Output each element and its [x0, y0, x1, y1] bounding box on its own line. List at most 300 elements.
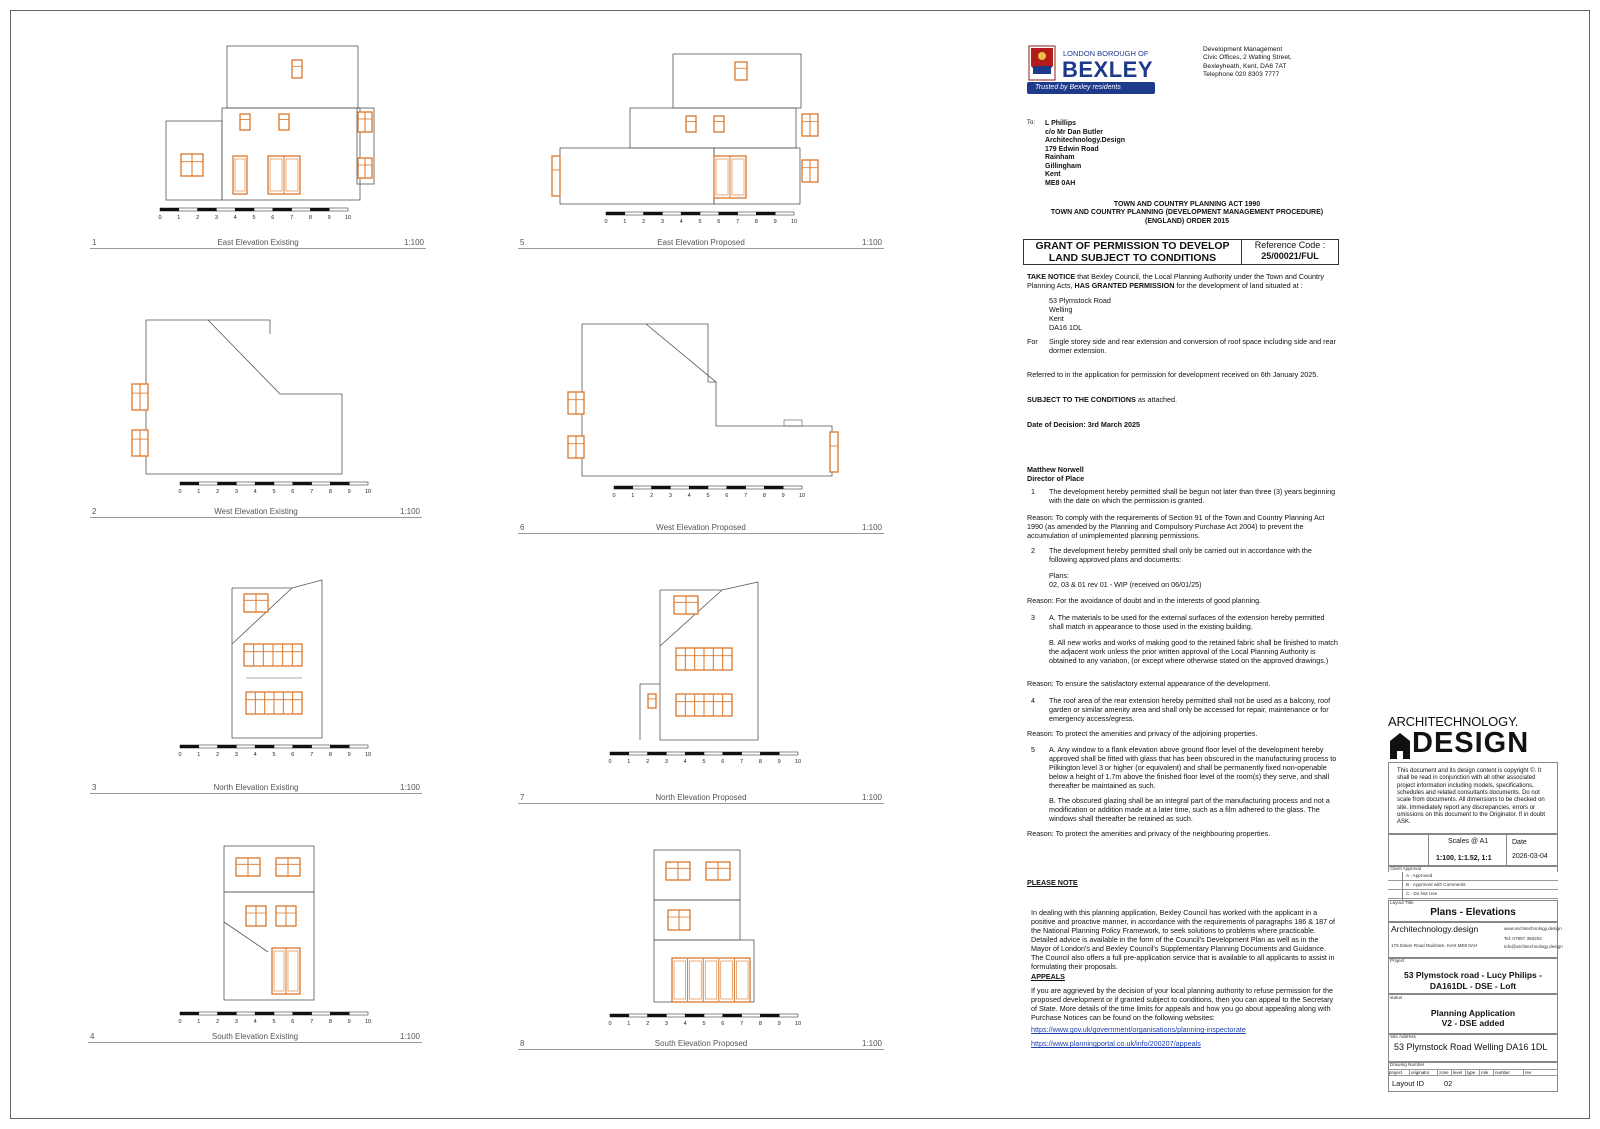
scale-tick: 0 — [608, 1021, 612, 1027]
scale-tick: 7 — [310, 752, 314, 758]
approval-a: A - Approved — [1406, 873, 1433, 878]
please-note-heading: PLEASE NOTE — [1027, 878, 1078, 887]
appeals-text: If you are aggrieved by the decision of your local planning authority to refuse permission for the proposed development or if granted subject to conditions, then you can appeal to the Secretary of State. More details of the time limits for appeals and how you go about appealing along with Purchase Notices can be found on the following websites: — [1031, 986, 1334, 1023]
scale-segment — [629, 1014, 648, 1017]
window — [706, 862, 730, 880]
scale-segment — [199, 482, 218, 485]
scales-label: Scales @ A1 — [1448, 838, 1489, 845]
client-approval-label: Client Approval — [1390, 866, 1421, 871]
scale-tick: 4 — [683, 759, 687, 765]
scale-tick: 9 — [781, 493, 785, 499]
planning-portal-link[interactable]: https://www.planningportal.co.uk/info/200207/appeals — [1031, 1039, 1201, 1048]
scale-tick: 10 — [794, 759, 802, 765]
window — [358, 112, 372, 132]
scale-tick: 8 — [328, 489, 332, 495]
scale-segment — [312, 482, 331, 485]
layout-id-value: 02 — [1444, 1079, 1453, 1088]
condition-3a: A. The materials to be used for the external surfaces of the extension hereby permitted shall match in appearance to those used in the existing building. — [1049, 613, 1325, 632]
scale-tick: 5 — [272, 1019, 276, 1025]
scale-segment — [218, 482, 237, 485]
scale-segment — [670, 486, 689, 489]
window — [686, 116, 696, 132]
scale-segment — [723, 752, 742, 755]
take-notice: TAKE NOTICE that Bexley Council, the Local Planning Authority under the Town and Country Planning Acts, HAS GRANTED PERMISSION for the development of land situated at : — [1027, 272, 1324, 291]
window — [802, 114, 818, 136]
scale-tick: 4 — [687, 493, 691, 499]
rooflight — [784, 420, 802, 426]
scale-segment — [330, 482, 349, 485]
scale-tick: 1 — [627, 1021, 631, 1027]
please-note-text: In dealing with this planning application, Bexley Council has worked with the applicant in a positive and proactive manner, in accordance with the requirements of paragraphs 186 & 187 of the National Planning Policy Framework, to seek solutions to problems where practicable. Detailed advice is available in the form of the Council's Development Plan as well as in the Mayor of London's and Bexley Council's Supplementary Planning Documents and Guidance. The Council also offers a full pre-application service that is available to all applicants to assist in formulating their proposals. — [1031, 908, 1336, 972]
project-label: Project — [1390, 958, 1405, 963]
scale-tick: 5 — [698, 219, 702, 225]
scale-tick: 6 — [725, 493, 729, 499]
scale-segment — [760, 1014, 779, 1017]
scale-segment — [666, 752, 685, 755]
scale-tick: 9 — [327, 215, 331, 221]
scale-tick: 6 — [271, 215, 275, 221]
scale-segment — [179, 208, 198, 211]
scale-segment — [783, 486, 802, 489]
scale-tick: 1 — [197, 752, 201, 758]
scale-tick: 3 — [214, 215, 218, 221]
drawing-number-label: Drawing Number — [1390, 1062, 1425, 1067]
scale-segment — [199, 745, 218, 748]
scale-segment — [625, 212, 644, 215]
scale-tick: 10 — [364, 752, 372, 758]
scale-tick: 0 — [178, 752, 182, 758]
scale-segment — [756, 212, 775, 215]
scale-tick: 7 — [744, 493, 748, 499]
date-value: 2026-03-04 — [1512, 853, 1548, 860]
title-block — [1388, 714, 1563, 1094]
scale-segment — [689, 486, 708, 489]
scale-tick: 5 — [702, 759, 706, 765]
scale-segment — [199, 1012, 218, 1015]
scale-tick: 6 — [717, 219, 721, 225]
scale-bar — [180, 482, 380, 502]
scale-segment — [274, 1012, 293, 1015]
scale-segment — [704, 752, 723, 755]
scale-segment — [610, 1014, 629, 1017]
scale-tick: 3 — [664, 1021, 668, 1027]
scale-segment — [723, 1014, 742, 1017]
status-version: V2 - DSE added — [1441, 1018, 1505, 1028]
council-name: BEXLEY — [1062, 57, 1154, 82]
caption-3: 3 North Elevation Existing 1:100 — [92, 783, 420, 792]
scale-tick: 6 — [291, 1019, 295, 1025]
scale-bar — [610, 752, 810, 772]
decision-date: Date of Decision: 3rd March 2025 — [1027, 420, 1141, 429]
scales-value: 1:100, 1:1.52, 1:1 — [1436, 855, 1492, 862]
scale-bar — [614, 486, 814, 506]
door — [233, 156, 247, 194]
scale-tick: 9 — [347, 489, 351, 495]
firm-email: info@architechnology.design — [1504, 944, 1563, 949]
scale-tick: 6 — [291, 752, 295, 758]
window — [292, 60, 302, 78]
scale-segment — [218, 745, 237, 748]
scale-tick: 3 — [234, 1019, 238, 1025]
scale-segment — [760, 752, 779, 755]
caption-1: 1 East Elevation Existing 1:100 — [92, 238, 424, 247]
scale-segment — [293, 1012, 312, 1015]
scale-tick: 2 — [646, 759, 650, 765]
scale-tick: 9 — [773, 219, 777, 225]
window — [236, 858, 260, 876]
scale-tick: 7 — [290, 215, 294, 221]
scale-tick: 2 — [196, 215, 200, 221]
scale-segment — [349, 745, 368, 748]
scale-tick: 10 — [794, 1021, 802, 1027]
roof-line — [640, 684, 660, 740]
scale-tick: 5 — [702, 1021, 706, 1027]
to-label: To: — [1027, 120, 1036, 126]
scale-segment — [255, 482, 274, 485]
condition-1-number: 1 — [1031, 487, 1035, 496]
scale-segment — [652, 486, 671, 489]
caption-title: West Elevation Proposed — [656, 523, 746, 532]
drawing-number-col: rev — [1525, 1070, 1558, 1076]
scale-segment — [312, 745, 331, 748]
approval-col — [1402, 872, 1403, 900]
drawing-number-col: zone — [1439, 1070, 1452, 1076]
scale-tick: 1 — [197, 1019, 201, 1025]
scale-tick: 5 — [252, 215, 256, 221]
scale-segment — [746, 486, 765, 489]
east-elevation-proposed — [552, 52, 824, 204]
layout-title-label: Layout Title — [1390, 900, 1414, 905]
scale-segment — [738, 212, 757, 215]
copyright-disclaimer: This document and its design content is copyright ©. It shall be read in conjunction with all other associated project information including models, specifications, schedules and related consultants documents. Do not scale from documents. All dimensions to be checked on site. Immediately report any discrepancies, errors or omissions on this document to the Originator. If in doubt ASK. — [1397, 768, 1546, 826]
scale-segment — [685, 1014, 704, 1017]
scale-segment — [775, 212, 794, 215]
grant-box — [1023, 239, 1339, 265]
scale-tick: 1 — [197, 489, 201, 495]
scale-tick: 2 — [216, 752, 220, 758]
site-address-value: 53 Plymstock Road Welling DA16 1DL — [1394, 1042, 1548, 1052]
window — [714, 116, 724, 132]
north-elevation-proposed — [640, 580, 768, 742]
window — [246, 692, 302, 714]
west-elevation-existing — [130, 318, 352, 478]
scale-tick: 3 — [660, 219, 664, 225]
firm-tel: Tel: 07957 350204 — [1504, 936, 1542, 941]
north-elevation-existing — [230, 578, 328, 740]
scale-tick: 4 — [253, 752, 257, 758]
logo-design-text: DESIGN — [1412, 727, 1530, 759]
status-label: status — [1390, 995, 1403, 1000]
layout-title: Plans - Elevations — [1430, 907, 1516, 918]
scale-tick: 1 — [631, 493, 635, 499]
window — [181, 154, 203, 176]
condition-2: The development hereby permitted shall only be carried out in accordance with the following approved plans and documents: — [1049, 546, 1312, 565]
scale-tick: 0 — [178, 489, 182, 495]
scale-tick: 0 — [604, 219, 608, 225]
approval-c: C - Do Not Use — [1406, 891, 1438, 896]
scale-bar — [180, 1012, 380, 1032]
caption-4: 4 South Elevation Existing 1:100 — [90, 1032, 420, 1041]
scale-tick: 7 — [310, 489, 314, 495]
scale-bar — [160, 208, 360, 228]
referred-text: Referred to in the application for permission for development received on 6th January 2025. — [1027, 370, 1319, 379]
scale-segment — [330, 1012, 349, 1015]
scale-segment — [273, 208, 292, 211]
condition-3-number: 3 — [1031, 613, 1035, 622]
roof-line — [208, 320, 270, 334]
window — [276, 906, 296, 926]
scale-segment — [681, 212, 700, 215]
scale-segment — [610, 752, 629, 755]
scale-tick: 0 — [608, 759, 612, 765]
drawing-number-col: level — [1453, 1070, 1466, 1076]
scale-tick: 8 — [328, 752, 332, 758]
scale-tick: 8 — [762, 493, 766, 499]
scale-segment — [742, 1014, 761, 1017]
window — [132, 384, 148, 410]
scale-tick: 3 — [234, 489, 238, 495]
scale-segment — [255, 1012, 274, 1015]
scale-tick: 6 — [721, 759, 725, 765]
scale-segment — [292, 208, 311, 211]
scale-segment — [180, 745, 199, 748]
project-name: 53 Plymstock road - Lucy Philips - DA161DL - DSE - Loft — [1404, 970, 1542, 991]
scale-tick: 7 — [310, 1019, 314, 1025]
door — [272, 948, 300, 994]
for-label: For — [1027, 337, 1038, 346]
scale-tick: 9 — [777, 1021, 781, 1027]
scale-bar — [610, 1014, 810, 1034]
window — [244, 644, 302, 666]
reference-code: Reference Code : 25/00021/FUL — [1254, 240, 1326, 262]
drawing-number-col: project — [1389, 1070, 1410, 1076]
scale-segment — [764, 486, 783, 489]
scale-tick: 10 — [790, 219, 798, 225]
caption-8: 8 South Elevation Proposed 1:100 — [520, 1039, 882, 1048]
scale-segment — [274, 745, 293, 748]
scale-segment — [685, 752, 704, 755]
firm-name: Architechnology.design — [1391, 924, 1479, 934]
scale-tick: 10 — [798, 493, 806, 499]
council-tagline: Trusted by Bexley residents — [1035, 84, 1121, 91]
condition-5a: A. Any window to a flank elevation above ground floor level of the development hereby approved shall be fitted with glass that has been obscured in the manufacturing process to Pilkington level 3 or higher (or equivalent) and shall be permanently fixed non-openable below a height of 1.7m above the finished floor level of the room(s) they serve, and shall thereafter be maintained as such. — [1049, 745, 1337, 791]
reason-4: Reason: To protect the amenities and privacy of the adjoining properties. — [1027, 729, 1258, 738]
scale-segment — [310, 208, 329, 211]
scale-segment — [708, 486, 727, 489]
scale-bar — [606, 212, 806, 232]
scale-tick: 2 — [216, 489, 220, 495]
scale-tick: 6 — [291, 489, 295, 495]
caption-6: 6 West Elevation Proposed 1:100 — [520, 523, 882, 532]
scale-segment — [216, 208, 235, 211]
scales-divider-left — [1428, 834, 1429, 866]
reason-5: Reason: To protect the amenities and privacy of the neighbouring properties. — [1027, 829, 1271, 838]
scale-tick: 1 — [627, 759, 631, 765]
window — [279, 114, 289, 130]
date-label: Date — [1512, 839, 1527, 846]
window — [676, 648, 732, 670]
site-address-label: Site Address — [1390, 1034, 1416, 1039]
scale-tick: 3 — [664, 759, 668, 765]
scale-segment — [614, 486, 633, 489]
firm-address: 179 Edwin Road Rainham, Kent ME8 0AH — [1391, 943, 1478, 948]
wall — [654, 900, 740, 940]
development-management-address: Development Management Civic Offices, 2 Watling Street, Bexleyheath, Kent, DA6 7AT Telephone 020 8303 7777 — [1203, 46, 1292, 79]
appeals-heading: APPEALS — [1031, 972, 1065, 981]
scale-tick: 8 — [758, 759, 762, 765]
roof-line — [582, 324, 832, 476]
scale-segment — [255, 745, 274, 748]
reason-1: Reason: To comply with the requirements of Section 91 of the Town and Country Planning Act 1990 (as amended by the Planning and Compulsory Purchase Act 2004) to prevent the accumulation of unimplemented planning permissions. — [1027, 513, 1325, 541]
scale-tick: 2 — [642, 219, 646, 225]
scale-tick: 0 — [612, 493, 616, 499]
scale-segment — [180, 1012, 199, 1015]
caption-title: East Elevation Proposed — [657, 238, 745, 247]
council-line1: LONDON BOROUGH OF — [1063, 49, 1149, 58]
window — [244, 594, 268, 612]
subject-to-conditions: SUBJECT TO THE CONDITIONS as attached. — [1027, 395, 1178, 404]
layout-id-label: Layout ID — [1392, 1079, 1425, 1088]
scale-tick: 7 — [740, 759, 744, 765]
condition-4-number: 4 — [1031, 696, 1035, 705]
scale-tick: 10 — [344, 215, 352, 221]
scale-segment — [644, 212, 663, 215]
firm-web: www.architechnology.design — [1504, 926, 1562, 931]
window — [802, 160, 818, 182]
grant-title: GRANT OF PERMISSION TO DEVELOP LAND SUBJECT TO CONDITIONS — [1024, 240, 1242, 264]
door — [672, 958, 750, 1002]
scale-segment — [727, 486, 746, 489]
scale-tick: 8 — [308, 215, 312, 221]
planning-inspectorate-link[interactable]: https://www.gov.uk/government/organisations/planning-inspectorate — [1031, 1025, 1246, 1034]
drawing-number-col: type — [1467, 1070, 1480, 1076]
reason-2: Reason: For the avoidance of doubt and in the interests of good planning. — [1027, 596, 1262, 605]
condition-5-number: 5 — [1031, 745, 1035, 754]
caption-title: West Elevation Existing — [214, 507, 298, 516]
scale-tick: 4 — [253, 1019, 257, 1025]
condition-1: The development hereby permitted shall be begun not later than three (3) years beginning with the date on which the permission is granted. — [1049, 487, 1336, 506]
scale-segment — [633, 486, 652, 489]
scale-tick: 4 — [253, 489, 257, 495]
window — [668, 910, 690, 930]
window — [568, 392, 584, 414]
scale-segment — [236, 745, 255, 748]
scale-tick: 0 — [178, 1019, 182, 1025]
window — [666, 862, 690, 880]
scale-segment — [349, 482, 368, 485]
wall — [560, 148, 714, 204]
scale-tick: 9 — [777, 759, 781, 765]
east-elevation-existing — [164, 44, 376, 200]
window — [552, 156, 560, 196]
scale-segment — [719, 212, 738, 215]
caption-2: 2 West Elevation Existing 1:100 — [92, 507, 420, 516]
caption-7: 7 North Elevation Proposed 1:100 — [520, 793, 882, 802]
caption-title: South Elevation Proposed — [654, 1039, 748, 1048]
scale-segment — [662, 212, 681, 215]
scale-tick: 4 — [233, 215, 237, 221]
planning-acts-heading: TOWN AND COUNTRY PLANNING ACT 1990 TOWN AND COUNTRY PLANNING (DEVELOPMENT MANAGEMENT PROCEDURE) (ENGLAND) ORDER 2015 — [1050, 201, 1324, 225]
scale-tick: 5 — [706, 493, 710, 499]
architechnology-logo-text: ARCHITECHNOLOGY. — [1388, 714, 1519, 729]
site-address: 53 Plymstock Road Welling Kent DA16 1DL — [1049, 296, 1111, 333]
condition-5b: B. The obscured glazing shall be an integral part of the manufacturing process and not a modification or addition made at a later time, such as a film adhered to the glass. The windows shall thereafter be retained as such. — [1049, 796, 1330, 824]
scale-tick: 3 — [668, 493, 672, 499]
condition-2-plans: Plans: 02, 03 & 01 rev 01 - WIP (received on 06/01/25) — [1049, 571, 1202, 590]
scale-segment — [606, 212, 625, 215]
reason-3: Reason: To ensure the satisfactory external appearance of the development. — [1027, 679, 1271, 688]
scale-segment — [293, 482, 312, 485]
development-description: Single storey side and rear extension and conversion of roof space including side and rear dormer extension. — [1049, 337, 1336, 356]
scale-segment — [198, 208, 217, 211]
status-value: Planning Application — [1430, 1008, 1516, 1018]
scale-tick: 10 — [364, 489, 372, 495]
south-elevation-existing — [222, 844, 320, 1002]
scale-segment — [329, 208, 348, 211]
caption-title: North Elevation Proposed — [655, 793, 747, 802]
drawing-number-col: role — [1481, 1070, 1494, 1076]
scale-tick: 7 — [736, 219, 740, 225]
window — [276, 858, 300, 876]
scale-segment — [779, 1014, 798, 1017]
window — [568, 436, 584, 458]
scale-segment — [312, 1012, 331, 1015]
scale-segment — [235, 208, 254, 211]
scale-tick: 1 — [623, 219, 627, 225]
scale-tick: 9 — [347, 752, 351, 758]
scale-segment — [274, 482, 293, 485]
window — [648, 694, 656, 708]
approval-b: B - Approved with Comments — [1406, 882, 1466, 887]
scale-segment — [236, 482, 255, 485]
scale-segment — [180, 482, 199, 485]
condition-3b: B. All new works and works of making good to the retained fabric shall be finished to match the adjacent work unless the prior written approval of the Local Planning Authority is obtained to any variation, (or except where otherwise stated on the approved drawings.) — [1049, 638, 1338, 666]
scale-segment — [160, 208, 179, 211]
scale-tick: 4 — [679, 219, 683, 225]
scales-divider — [1506, 834, 1507, 866]
scale-segment — [629, 752, 648, 755]
roof-line — [146, 320, 342, 474]
drawing-number-col: originator — [1411, 1070, 1438, 1076]
window — [358, 158, 372, 178]
scale-tick: 2 — [646, 1021, 650, 1027]
scale-tick: 5 — [272, 489, 276, 495]
scale-tick: 0 — [158, 215, 162, 221]
window — [132, 430, 148, 456]
scale-tick: 9 — [347, 1019, 351, 1025]
drawing-number-columns — [1388, 1069, 1558, 1076]
scale-tick: 3 — [234, 752, 238, 758]
scale-segment — [779, 752, 798, 755]
caption-title: South Elevation Existing — [211, 1032, 299, 1041]
scale-segment — [330, 745, 349, 748]
recipient-address: L Phillips c/o Mr Dan Butler Architechnology.Design 179 Edwin Road Rainham Gillingham Kent ME8 0AH — [1045, 120, 1125, 187]
wall — [630, 108, 796, 148]
caption-5: 5 East Elevation Proposed 1:100 — [520, 238, 882, 247]
scale-segment — [742, 752, 761, 755]
scale-tick: 7 — [740, 1021, 744, 1027]
scale-tick: 2 — [216, 1019, 220, 1025]
scale-tick: 8 — [758, 1021, 762, 1027]
window — [246, 906, 266, 926]
scale-segment — [218, 1012, 237, 1015]
scale-segment — [293, 745, 312, 748]
south-elevation-proposed — [650, 848, 754, 1004]
window — [735, 62, 747, 80]
scale-tick: 4 — [683, 1021, 687, 1027]
scale-segment — [648, 752, 667, 755]
caption-title: East Elevation Existing — [217, 238, 299, 247]
